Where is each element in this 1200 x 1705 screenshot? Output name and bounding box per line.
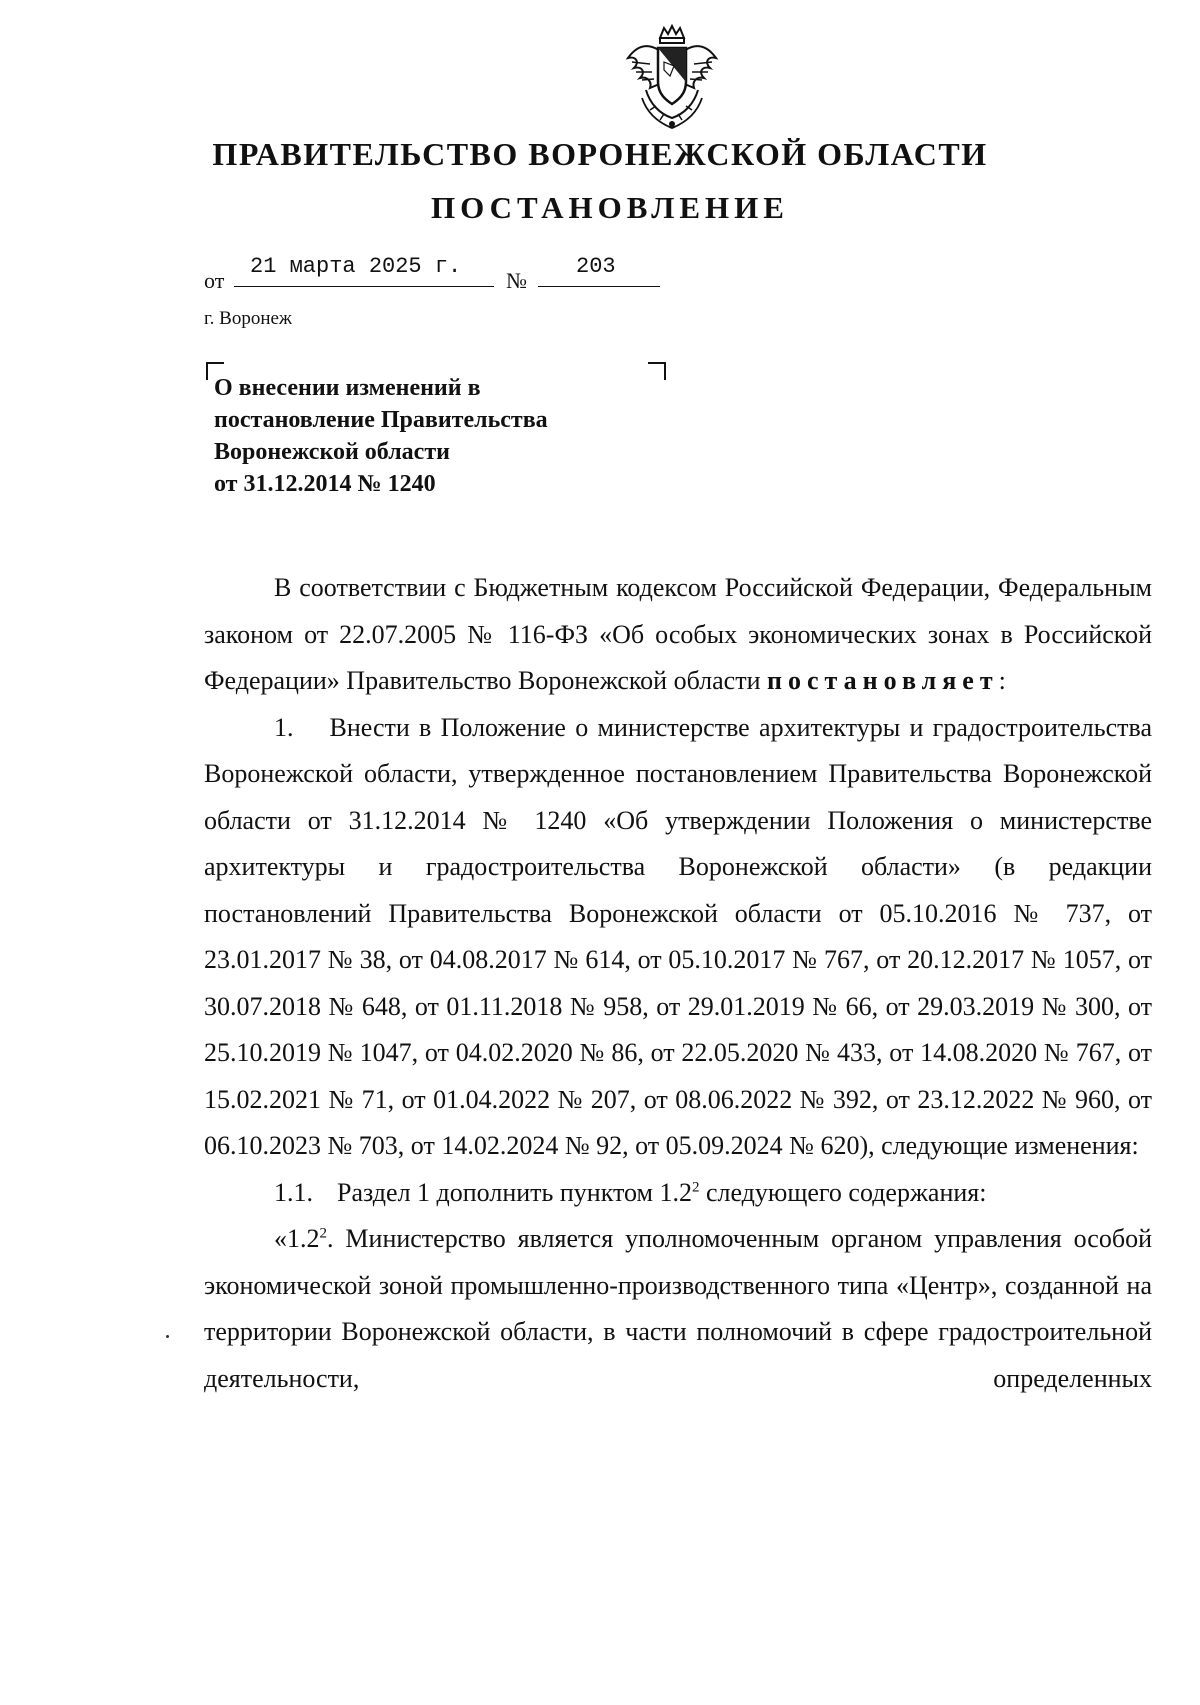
date-prefix: от bbox=[204, 268, 225, 293]
date-underline bbox=[234, 286, 494, 287]
document-subject bbox=[214, 372, 548, 500]
subject-line: Воронежской области bbox=[214, 439, 450, 465]
date-number-line bbox=[204, 252, 704, 292]
preamble-paragraph bbox=[204, 565, 1152, 705]
quote-superscript: 2 bbox=[319, 1225, 327, 1242]
item-1-1-superscript: 2 bbox=[691, 1178, 700, 1195]
document-date: 21 марта 2025 г. bbox=[250, 254, 462, 279]
quote-text: . Министерство является уполномоченным органом управления особой экономической зоной промышленно-производственного типа «Центр», созданной на территории Воронежской области, в части полномочий в сфере градостроительной деятельности, определенных bbox=[204, 1224, 1152, 1393]
item-1-1-paragraph bbox=[204, 1170, 1152, 1217]
subject-line: О внесении изменений в bbox=[214, 375, 481, 401]
scan-speck bbox=[166, 1335, 169, 1338]
item-1-1-number: 1.1. bbox=[274, 1177, 313, 1207]
item-1-number: 1. bbox=[274, 712, 294, 742]
subject-corner-right bbox=[648, 362, 666, 380]
item-1-1-text-a: Раздел 1 дополнить пунктом 1.2 bbox=[337, 1177, 692, 1207]
quote-open: «1.2 bbox=[274, 1224, 320, 1253]
document-type: ПОСТАНОВЛЕНИЕ bbox=[431, 190, 789, 225]
document-number: 203 bbox=[576, 254, 616, 279]
city: г. Воронеж bbox=[204, 308, 293, 329]
coat-of-arms-icon bbox=[620, 24, 724, 134]
decree-colon: : bbox=[998, 666, 1006, 695]
number-sign: № bbox=[506, 268, 527, 293]
subject-line: постановление Правительства bbox=[214, 407, 548, 433]
quoted-point-paragraph bbox=[204, 1216, 1152, 1402]
preamble-text: В соответствии с Бюджетным кодексом Российской Федерации, Федеральным законом от 22.07.2005 № 116-ФЗ «Об особых экономических зонах в Российской Федерации» Правительство Воронежской области bbox=[204, 573, 1152, 695]
government-title: ПРАВИТЕЛЬСТВО ВОРОНЕЖСКОЙ ОБЛАСТИ bbox=[212, 136, 988, 172]
document-body bbox=[204, 565, 1152, 1402]
subject-line: от 31.12.2014 № 1240 bbox=[214, 471, 436, 497]
item-1-paragraph bbox=[204, 705, 1152, 1170]
item-1-text: Внести в Положение о министерстве архитектуры и градостроительства Воронежской области, утвержденное постановлением Правительства Воронежской области от 31.12.2014 № 1240 «Об утверждении Положения о министерстве архитектуры и градостроительства Воронежской области» (в редакции постановлений Правительства Воронежской области от 05.10.2016 № 737, от 23.01.2017 № 38, от 04.08.2017 № 614, от 05.10.2017 № 767, от 20.12.2017 № 1057, от 30.07.2018 № 648, от 01.11.2018 № 958, от 29.01.2019 № 66, от 29.03.2019 № 300, от 25.10.2019 № 1047, от 04.02.2020 № 86, от 22.05.2020 № 433, от 14.08.2020 № 767, от 15.02.2021 № 71, от 01.04.2022 № 207, от 08.06.2022 № 392, от 23.12.2022 № 960, от 06.10.2023 № 703, от 14.02.2024 № 92, от 05.09.2024 № 620), следующие изменения: bbox=[204, 712, 1152, 1160]
number-underline bbox=[538, 286, 660, 287]
decree-word: постановляет bbox=[767, 666, 999, 695]
item-1-1-text-b: следующего содержания: bbox=[699, 1177, 987, 1207]
